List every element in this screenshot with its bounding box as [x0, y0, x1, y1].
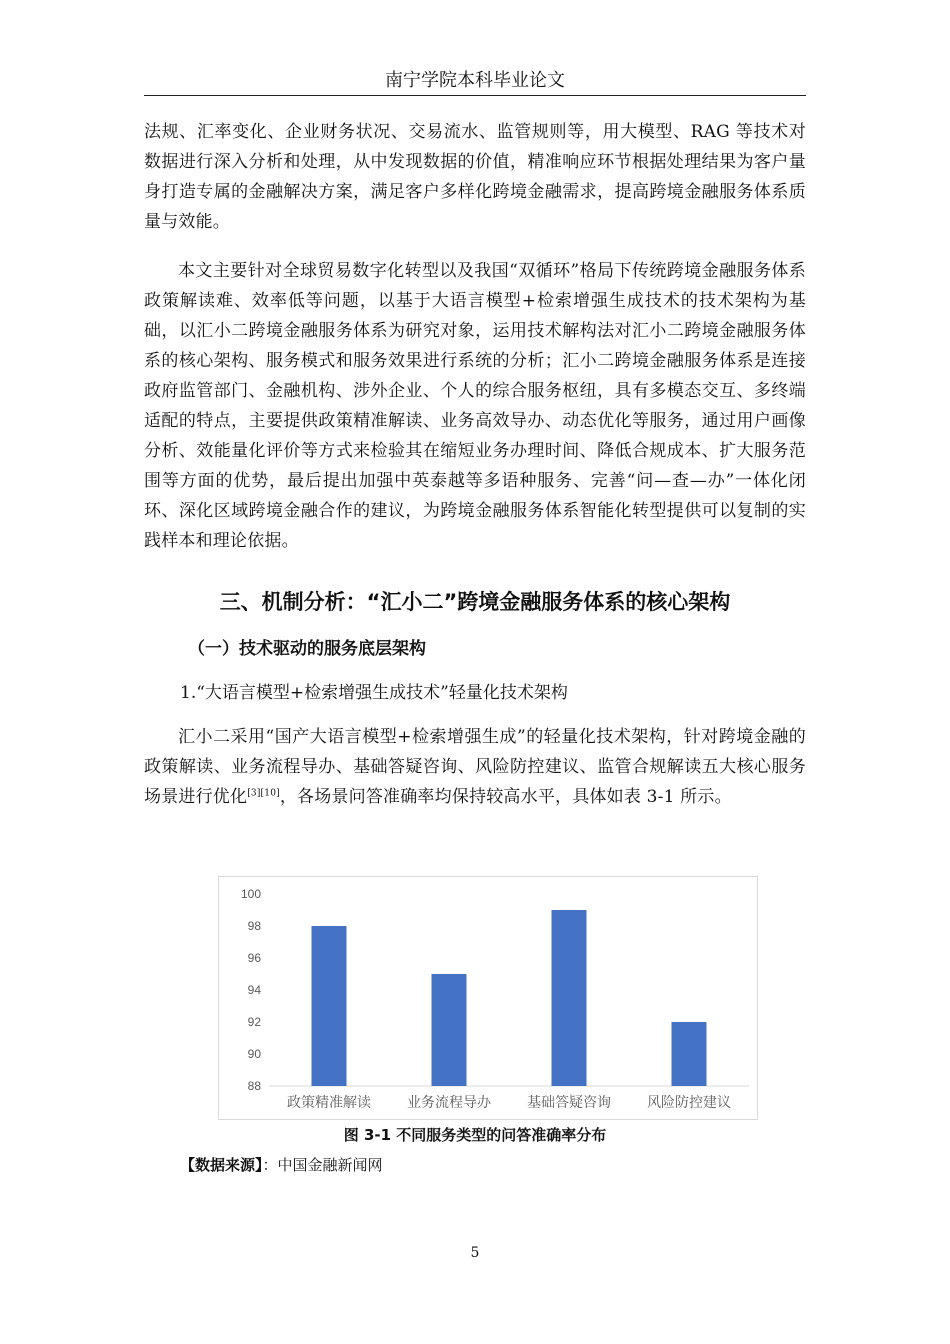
figure-caption: 图 3-1 不同服务类型的问答准确率分布	[343, 1126, 607, 1144]
bar	[312, 926, 347, 1086]
paragraph-architecture-tail: ，各场景问答准确率均保持较高水平，具体如表 3-1 所示。	[279, 787, 732, 807]
x-category-label: 政策精准解读	[287, 1095, 371, 1111]
y-tick-label: 92	[247, 1015, 261, 1029]
x-category-label: 基础答疑咨询	[527, 1095, 611, 1111]
section-heading: 三、机制分析：“汇小二”跨境金融服务体系的核心架构	[219, 590, 731, 614]
subsection-heading: （一）技术驱动的服务底层架构	[188, 639, 426, 659]
bar	[672, 1022, 707, 1086]
paragraph-continued: 法规、汇率变化、企业财务状况、交易流水、监管规则等，用大模型、RAG 等技术对数据进行深入分析和处理，从中发现数据的价值，精准响应环节根据处理结果为客户量身打造专属的金融解决方案，满足客户多样化跨境金融需求，提高跨境金融服务体系质量与效能。	[144, 122, 806, 232]
citation-ref: [3][10]	[247, 788, 280, 799]
paragraph-architecture	[144, 722, 806, 812]
x-category-label: 风险防控建议	[647, 1095, 731, 1111]
y-tick-label: 94	[247, 983, 261, 997]
bar	[552, 910, 587, 1086]
paragraph-summary: 本文主要针对全球贸易数字化转型以及我国“双循环”格局下传统跨境金融服务体系政策解读难、效率低等问题，以基于大语言模型+检索增强生成技术的技术架构为基础，以汇小二跨境金融服务体系为研究对象，运用技术解构法对汇小二跨境金融服务体系的核心架构、服务模式和服务效果进行系统的分析；汇小二跨境金融服务体系是连接政府监管部门、金融机构、涉外企业、个人的综合服务枢纽，具有多模态交互、多终端适配的特点，主要提供政策精准解读、业务高效导办、动态优化等服务，通过用户画像分析、效能量化评价等方式来检验其在缩短业务办理时间、降低合规成本、扩大服务范围等方面的优势，最后提出加强中英泰越等多语种服务、完善“问—查—办”一体化闭环、深化区域跨境金融合作的建议，为跨境金融服务体系智能化转型提供可以复制的实践样本和理论依据。	[144, 261, 806, 551]
bar	[432, 974, 467, 1086]
running-header: 南宁学院本科毕业论文	[385, 70, 565, 91]
y-tick-label: 98	[247, 919, 261, 933]
y-tick-label: 88	[247, 1079, 261, 1093]
data-source-label: 【数据来源】	[180, 1156, 263, 1174]
x-category-label: 业务流程导办	[407, 1095, 491, 1111]
y-tick-label: 96	[247, 951, 261, 965]
accuracy-chart	[218, 876, 758, 1120]
y-tick-label: 100	[240, 887, 261, 901]
subsubsection-heading: 1.“大语言模型+检索增强生成技术”轻量化技术架构	[180, 683, 568, 703]
data-source-text: ：中国金融新闻网	[262, 1156, 383, 1174]
header-rule	[144, 95, 806, 96]
page-number: 5	[470, 1245, 480, 1261]
y-tick-label: 90	[247, 1047, 261, 1061]
data-source	[180, 1154, 383, 1175]
chart-canvas	[219, 877, 757, 1119]
paragraph-architecture-text: 汇小二采用“国产大语言模型+检索增强生成”的轻量化技术架构，针对跨境金融的政策解读、业务流程导办、基础答疑咨询、风险防控建议、监管合规解读五大核心服务场景进行优化	[144, 727, 806, 807]
